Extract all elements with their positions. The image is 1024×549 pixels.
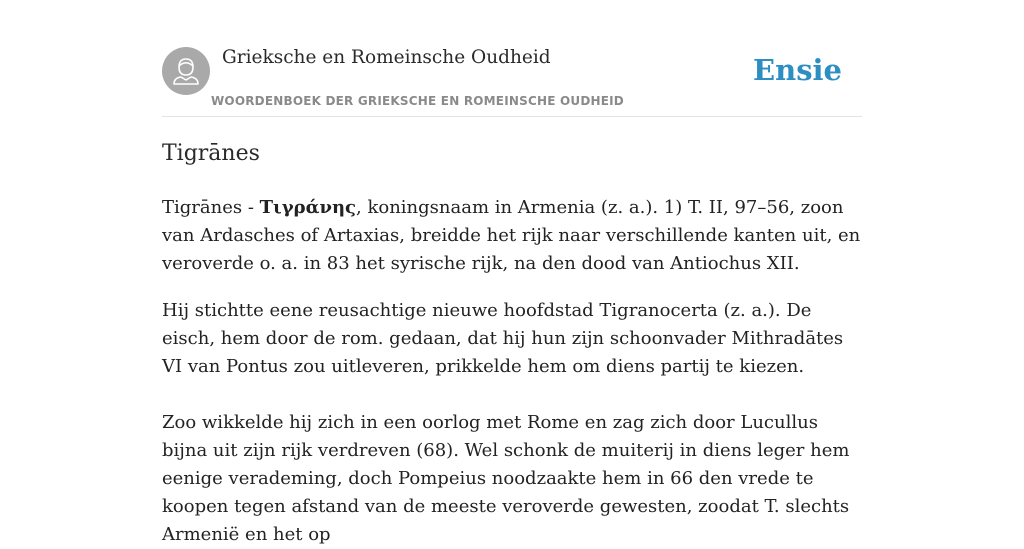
entry-title: Tigrānes — [162, 141, 260, 166]
entry-paragraph-3: Zoo wikkelde hij zich in een oorlog met Rome en zag zich door Lucullus bijna uit zijn rijk verdreven (68). Wel schonk de muiterij in diens leger hem eenige verademing, doch Pompeius noodzaakte hem in 66 den vrede te koopen tegen afstand van de meeste veroverde gewesten, zoodat T. slechts Armenië en het op — [162, 412, 850, 545]
entry-content — [162, 138, 862, 549]
user-icon[interactable] — [162, 47, 210, 95]
dictionary-subtitle: WOORDENBOEK DER GRIEKSCHE EN ROMEINSCHE OUDHEID — [211, 94, 624, 108]
lead-definition: , koningsnaam in Armenia (z. a.). 1) T. II, 97–56, zoon van Ardasches of Artaxias, breidde het rijk naar verschillende kanten uit, en veroverde o. a. in 83 het syrische rijk, na den dood van Antiochus XII. — [162, 197, 861, 274]
lead-term: Tigrānes — [162, 197, 243, 218]
entry-paragraph-2: Hij stichtte eene reusachtige nieuwe hoofdstad Tigranocerta (z. a.). De eisch, hem door de rom. gedaan, dat hij hun zijn schoonvader Mithradātes VI van Pontus zou uitleveren, prikkelde hem om diens partij te kiezen. — [162, 300, 844, 377]
entry-paragraph-1 — [162, 194, 862, 278]
ensie-logo-link[interactable]: Ensie — [753, 53, 842, 87]
dictionary-header — [162, 46, 862, 117]
dictionary-title[interactable]: Grieksche en Romeinsche Oudheid — [222, 47, 551, 68]
lead-separator: - — [242, 197, 260, 218]
greek-term: Τιγράνης — [259, 197, 356, 218]
